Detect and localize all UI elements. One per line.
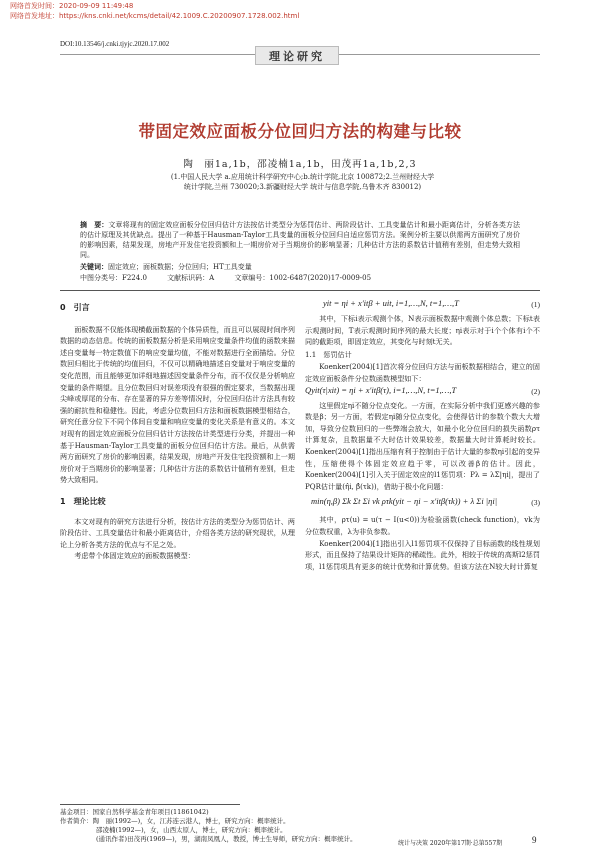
page-number: 9 xyxy=(532,835,537,845)
fund-note: 基金项目：国家自然科学基金青年项目(11861042) xyxy=(60,808,209,816)
intro-paragraph: 面板数据不仅能体现横截面数据的个体异质性，而且可以展现时间序列数据的动态信息。传统的面板数据分析是采用响应变量条件均值的函数来描述自变量每一特定数值下的响应变量均值，不能对数据进行全面描绘。分位数回归相比于传统的均值回归，不仅可以精确地描述自变量对于响应变量的变化范围，而且能够更加详细地描述因变量条件分布，而不仅仅是分析响应变量的条件期望。且分位数回归对误差项没有很强的假定要求，当数据出现尖峰或厚尾的分布、存在显著的异方差等情况时，分位回归估计方法具有较强的耐抗性和稳健性。因此，考虑分位数回归方法和面板数据模型相结合，研究任意分位下不同个体间自变量和响应变量的变化关系是有意义的。本文对现有的固定效应面板分位回归估计方法按估计类型进行分类，并提出一种基于Hausman-Taylor工具变量的面板分位回归估计方法。最后，从供需两方面研究了房价的影响因素，结果发现，房地产开发住宅投资额和上一期房价对于当期房价的影响显著；几种估计方法的系数估计值稍有差别，但走势大致相同。 xyxy=(60,324,295,485)
equation-3 xyxy=(305,492,540,514)
section-heading-theory: 1 理论比较 xyxy=(60,496,106,506)
classification-line xyxy=(80,273,520,283)
theory-paragraph: 本文对现有的研究方法进行分析，按估计方法的类型分为惩罚估计、两阶段估计、工具变量估计和最小距离估计，介绍各类方法的研究现状，从理论上分析各类方法的优点与不足之处。 xyxy=(60,516,295,549)
author-note: 邵凌楠(1992—)，女，山西太原人，博士，研究方向：概率统计。 xyxy=(96,826,287,834)
abstract-rule xyxy=(60,290,540,291)
right-column xyxy=(305,298,540,572)
penalty-paragraph: 这里假定ηi不随分位点变化。一方面，在实际分析中我们更感兴趣的参数是β；另一方面，若假定ηi随分位点变化，会使得估计的参数个数大大增加，导致分位数回归的一些弊端会放大，如最小化分位回归的损失函数ρτ计算复杂，且数据量不大时估计效果较差，数据量大时计算耗时较长。Koenker(2004)[1]指出压缩有利于控制由于估计大量的参数ηi引起的变异性，压缩使得个体固定效应趋于零，可以改善β的估计。因此，Koenker(2004)[1]引入关于固定效应的l1惩罚项：Pλ = λΣ|ηi|，提出了PQR估计量(η̂i, β̂(τk))，借助于极小化问题： xyxy=(305,400,540,491)
equation-1-number: (1) xyxy=(531,300,540,309)
variables-paragraph: 其中，下标i表示观测个体，N表示面板数据中观测个体总数；下标t表示观测时间，T表示观测时间序列的最大长度；ηi表示对于i个个体有i个不同的截距项，即固定效应，其变化与时刻t无关。 xyxy=(305,314,540,347)
koenker-intro-paragraph: Koenker(2004)[1]首次将分位回归方法与面板数据相结合，建立的固定效应面板条件分位数函数模型如下： xyxy=(305,362,540,383)
model-intro-paragraph: 考虑带个体固定效应的面板数据模型： xyxy=(74,551,195,561)
author-note: (通讯作者)田茂再(1969—)，男，湖南凤凰人，教授，博士生导师，研究方向：概率统计。 xyxy=(96,835,357,843)
first-publish-url[interactable]: 网络首发地址：https://kns.cnki.net/kcms/detail/42.1009.C.20200907.1728.002.html xyxy=(10,12,300,20)
equation-2-body: Qyit(τ|xit) = ηi + x′itβ(τ), i=1,…,N, t=1,…,T xyxy=(305,384,457,395)
equation-2-number: (2) xyxy=(531,386,540,396)
equation-2 xyxy=(305,385,540,400)
abstract-text: 文章将现有的固定效应面板分位回归估计方法按估计类型分为惩罚估计、两阶段估计、工具变量估计和最小距离估计，分析各类方法的估计原理及其优缺点。提出了一种基于Hausman-Taylor工具变量的面板分位回归自适应惩罚方法。案例分析主要以供需两方面研究了房价的影响因素，结果发现，房地产开发住宅投资额和上一期房价对于当期房价的影响显著；几种估计方法的系数估计值稍有差别，但走势大致相同。 xyxy=(80,221,521,259)
l1-penalty-paragraph: Koenker(2004)[1]指出引入l1惩罚项不仅保持了目标函数的线性规划形式，而且保持了结果设计矩阵的稀疏性。此外，相较于传统的高斯l2惩罚项，l1惩罚项具有更多的统计优势和计算优势。但该方法在N较大时计算复 xyxy=(305,538,540,571)
abstract-label: 摘 要： xyxy=(80,220,109,229)
section-heading-intro: 0 引言 xyxy=(60,303,90,312)
keywords-text: 固定效应；面板数据；分位回归；HT工具变量 xyxy=(108,263,252,271)
paper-title: 带固定效应面板分位回归方法的构建与比较 xyxy=(138,122,462,141)
equation-3-number: (3) xyxy=(531,498,540,508)
subsection-heading-penalty: 1.1 惩罚估计 xyxy=(305,349,352,359)
journal-footer: 统计与决策 2020年第17期·总第557期 xyxy=(398,840,503,847)
author-note: 作者简介：陶 丽(1992—)，女，江苏连云港人，博士，研究方向：概率统计。 xyxy=(60,817,290,825)
equation-3-body: min(η,β) Σk Σt Σi vk ρτk(yit − ηi − x′itβ(τk)) + λ Σi |ηi| xyxy=(311,496,498,507)
equation-1-body: yit = ηi + x′itβ + uit, i=1,…,N, t=1,…,T xyxy=(323,298,459,308)
equation-1 xyxy=(305,298,540,313)
affiliation-line: 统计学院,兰州 730020;3.新疆财经大学 统计与信息学院,乌鲁木齐 830012) xyxy=(183,183,422,191)
article-number: 文章编号：1002-6487(2020)17-0009-05 xyxy=(234,274,372,282)
affiliations xyxy=(130,172,475,192)
clc-number: 中图分类号：F224.0 xyxy=(80,274,147,282)
footnote-rule xyxy=(60,804,240,805)
keywords-label: 关键词： xyxy=(80,262,108,271)
authors: 陶 丽1a,1b，邵凌楠1a,1b，田茂再1a,1b,2,3 xyxy=(183,159,417,170)
check-function-paragraph: 其中，ρτ(u) = u(τ − I(u<0))为检验函数(check function)，vk为分位数权重，λ为非负参数。 xyxy=(305,515,540,536)
abstract xyxy=(80,220,520,260)
first-publish-time: 网络首发时间：2020-09-09 11:49:48 xyxy=(10,2,134,10)
document-code: 文献标识码：A xyxy=(167,274,215,282)
section-banner: 理论研究 xyxy=(255,46,339,65)
left-column xyxy=(60,298,295,562)
doi: DOI:10.13546/j.cnki.tjyjc.2020.17.002 xyxy=(60,40,170,48)
affiliation-line: (1.中国人民大学 a.应用统计科学研究中心;b.统计学院,北京 100872;2.兰州财经大学 xyxy=(170,173,435,181)
keywords xyxy=(80,262,520,272)
